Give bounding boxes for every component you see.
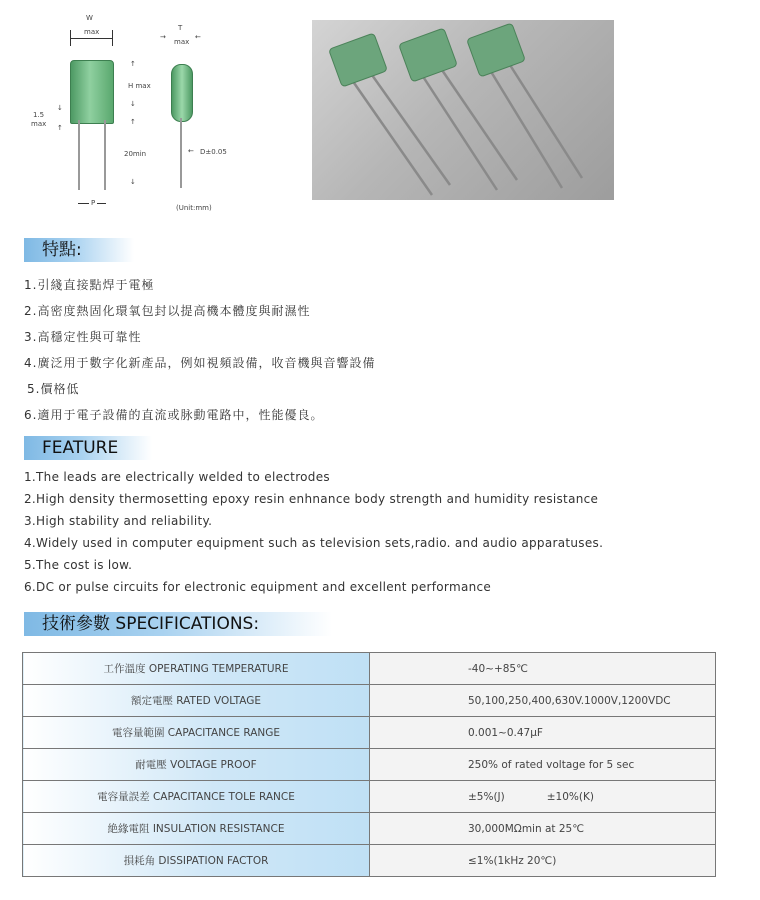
features-en-list — [24, 466, 603, 598]
thickness-max-label: max — [174, 38, 190, 46]
arrow-down-icon: ↓ — [57, 104, 63, 112]
list-item: 4.Widely used in computer equipment such as television sets,radio. and audio apparatuses. — [24, 536, 604, 550]
capacitor-3 — [467, 23, 582, 188]
thickness-label: T — [178, 24, 183, 32]
lead-gap-value: 1.5 — [33, 111, 45, 119]
spec-value: 30,000MΩmin at 25℃ — [370, 813, 716, 845]
spec-label: 損耗角 DISSIPATION FACTOR — [23, 845, 370, 877]
list-item: 2.High density thermosetting epoxy resin enhnance body strength and humidity resistance — [24, 492, 599, 506]
list-item: 4.廣泛用于數字化新產品，例如視頻設備，收音機與音響設備 — [24, 356, 376, 370]
list-item: 5.The cost is low. — [24, 558, 133, 572]
lead-length-label: 20min — [124, 150, 147, 158]
spec-label: 額定電壓 RATED VOLTAGE — [23, 685, 370, 717]
len-arrow-down-icon: ↓ — [130, 178, 136, 186]
tolerance-k: ±10%(K) — [546, 790, 594, 803]
arrow-left-icon: ← — [195, 33, 201, 41]
spec-value: 250% of rated voltage for 5 sec — [370, 749, 716, 781]
unit-label: (Unit:mm) — [176, 204, 212, 212]
spec-value: 50,100,250,400,630V.1000V,1200VDC — [370, 685, 716, 717]
h-arrow-up-icon: ↑ — [130, 60, 136, 68]
lead-side — [180, 118, 182, 188]
specs-heading: 技術參數 SPECIFICATIONS: — [24, 612, 332, 636]
list-item: 5.價格低 — [27, 382, 80, 396]
capacitor-front-body — [70, 60, 114, 124]
width-ext-left — [70, 30, 71, 46]
diameter-label: D±0.05 — [200, 148, 227, 156]
spec-label: 電容量範圍 CAPACITANCE RANGE — [23, 717, 370, 749]
spec-label: 耐電壓 VOLTAGE PROOF — [23, 749, 370, 781]
height-max-label: H max — [128, 82, 151, 90]
lead-gap-max: max — [31, 120, 47, 128]
table-row — [23, 781, 716, 813]
width-ext-right — [112, 30, 113, 46]
width-label: W — [86, 14, 93, 22]
lead-left — [78, 120, 80, 190]
len-arrow-up-icon: ↑ — [130, 118, 136, 126]
list-item: 2.高密度熱固化環氧包封以提高機本體度與耐濕性 — [24, 304, 311, 318]
spec-value — [370, 781, 716, 813]
list-item: 1.The leads are electrically welded to electrodes — [24, 470, 330, 484]
list-item: 6.DC or pulse circuits for electronic equipment and excellent performance — [24, 580, 492, 594]
list-item: 6.適用于電子設備的直流或脉動電路中，性能優良。 — [24, 408, 324, 422]
list-item: 1.引綫直接點焊于電極 — [24, 278, 155, 292]
spec-label: 絶緣電阻 INSULATION RESISTANCE — [23, 813, 370, 845]
spec-value: -40~+85℃ — [370, 653, 716, 685]
table-row — [23, 653, 716, 685]
h-arrow-down-icon: ↓ — [130, 100, 136, 108]
arrow-right-icon: → — [160, 33, 166, 41]
features-en-heading: FEATURE — [24, 436, 152, 460]
table-row — [23, 685, 716, 717]
diameter-arrow-icon: ← — [188, 147, 194, 155]
spec-value: ≤1%(1kHz 20℃) — [370, 845, 716, 877]
tolerance-j: ±5%(J) — [468, 790, 505, 803]
spec-label: 電容量誤差 CAPACITANCE TOLE RANCE — [23, 781, 370, 813]
features-cn-list — [24, 272, 375, 428]
arrow-up-icon: ↑ — [57, 124, 63, 132]
features-cn-heading: 特點: — [24, 238, 134, 262]
lead-right — [104, 120, 106, 190]
capacitor-side-body — [171, 64, 193, 122]
capacitor-photo-graphic — [312, 20, 614, 200]
table-row — [23, 845, 716, 877]
spec-label: 工作溫度 OPERATING TEMPERATURE — [23, 653, 370, 685]
list-item: 3.High stability and reliability. — [24, 514, 213, 528]
width-dimension-line — [70, 38, 112, 39]
pitch-label: P — [91, 199, 96, 207]
list-item: 3.高穩定性與可靠性 — [24, 330, 142, 344]
spec-value: 0.001~0.47μF — [370, 717, 716, 749]
specifications-table — [22, 652, 716, 877]
table-row — [23, 813, 716, 845]
product-photo — [312, 20, 614, 200]
table-row — [23, 717, 716, 749]
table-row — [23, 749, 716, 781]
width-max-label: max — [84, 28, 100, 36]
